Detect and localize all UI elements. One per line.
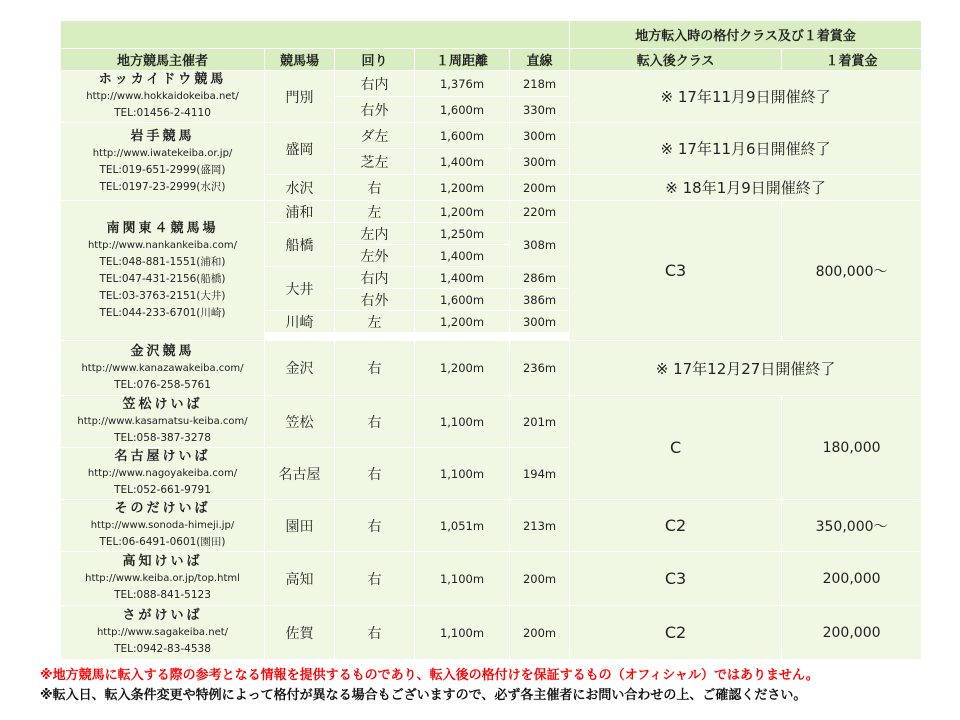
organizer-name: 岩手競馬 <box>130 128 195 144</box>
class-minami: C3 <box>570 201 782 341</box>
turn-cell: 右外 <box>335 289 415 311</box>
organizer-name: 南関東４競馬場 <box>106 220 219 236</box>
turn-cell: 左 <box>335 311 415 333</box>
turn-cell: 左内 <box>335 223 415 245</box>
closing-note-morioka: ※ 17年11月6日開催終了 <box>570 123 922 175</box>
prize-minami: 800,000～ <box>782 201 922 341</box>
prize-kasamatsu-nagoya: 180,000 <box>782 396 922 500</box>
straight-cell: 213m <box>510 500 570 552</box>
track-saga: 佐賀 <box>265 606 335 660</box>
organizer-kasamatsu <box>61 396 265 448</box>
organizer-url[interactable]: http://www.nagoyakeiba.com/ <box>87 468 238 479</box>
track-kanazawa: 金沢 <box>265 341 335 396</box>
distance-cell: 1,200m <box>415 201 510 223</box>
organizer-tel: TEL:088-841-5123 <box>114 589 211 601</box>
organizer-url[interactable]: http://www.sagakeiba.net/ <box>96 627 229 638</box>
track-kawasaki: 川崎 <box>265 311 335 333</box>
straight-cell: 220m <box>510 201 570 223</box>
turn-cell: 左外 <box>335 245 415 267</box>
racecourse-table <box>60 20 922 660</box>
straight-cell: 300m <box>510 149 570 175</box>
organizer-minami-kanto <box>61 201 265 341</box>
straight-cell: 200m <box>510 552 570 606</box>
distance-cell: 1,600m <box>415 97 510 123</box>
organizer-tel: TEL:01456-2-4110 <box>114 107 211 119</box>
organizer-name: そのだけいば <box>114 501 211 516</box>
disclaimer-line-2: ※転入日、転入条件変更や特例によって格付が異なる場合もございますので、必ず各主催者にお問い合わせの上、ご確認ください。 <box>40 688 807 703</box>
organizer-hokkaido <box>61 71 265 123</box>
straight-cell: 300m <box>510 123 570 149</box>
class-sonoda: C2 <box>570 500 782 552</box>
organizer-sonoda <box>61 500 265 552</box>
class-kochi: C3 <box>570 552 782 606</box>
organizer-nagoya <box>61 448 265 500</box>
closing-note-mizusawa: ※ 18年1月9日開催終了 <box>570 175 922 201</box>
straight-cell: 236m <box>510 341 570 396</box>
distance-cell: 1,250m <box>415 223 510 245</box>
track-sonoda: 園田 <box>265 500 335 552</box>
track-kasamatsu: 笠松 <box>265 396 335 448</box>
turn-cell: 右内 <box>335 71 415 97</box>
distance-cell: 1,100m <box>415 448 510 500</box>
track-nagoya: 名古屋 <box>265 448 335 500</box>
organizer-kanazawa <box>61 341 265 396</box>
organizer-url[interactable]: http://www.sonoda-himeji.jp/ <box>90 520 235 531</box>
straight-cell: 218m <box>510 71 570 97</box>
organizer-saga <box>61 606 265 660</box>
straight-cell: 300m <box>510 311 570 333</box>
organizer-name: 高知けいば <box>122 554 203 569</box>
straight-cell: 286m <box>510 267 570 289</box>
distance-cell: 1,400m <box>415 245 510 267</box>
track-oi: 大井 <box>265 267 335 311</box>
turn-cell: 右 <box>335 500 415 552</box>
distance-cell: 1,400m <box>415 267 510 289</box>
closing-note-kanazawa: ※ 17年12月27日開催終了 <box>570 341 922 396</box>
organizer-tel: TEL:048-881-1551(浦和) <box>99 255 226 268</box>
organizer-name: 笠松けいば <box>122 397 203 412</box>
organizer-tel: TEL:06-6491-0601(園田) <box>99 536 226 548</box>
organizer-tel: TEL:076-258-5761 <box>114 378 211 391</box>
class-kasamatsu-nagoya: C <box>570 396 782 500</box>
straight-cell: 194m <box>510 448 570 500</box>
distance-cell: 1,051m <box>415 500 510 552</box>
distance-cell: 1,100m <box>415 396 510 448</box>
turn-cell: 右 <box>335 448 415 500</box>
organizer-tel: TEL:047-431-2156(船橋) <box>99 272 226 285</box>
track-mizusawa: 水沢 <box>265 175 335 201</box>
header-turn: 回り <box>335 49 415 71</box>
header-distance: １周距離 <box>415 49 510 71</box>
disclaimer-line-1: ※地方競馬に転入する際の参考となる情報を提供するものであり、転入後の格付けを保証するもの（オフィシャル）ではありません。 <box>40 668 819 683</box>
distance-cell: 1,200m <box>415 311 510 333</box>
header-class: 転入後クラス <box>570 49 782 71</box>
header-prize: １着賞金 <box>782 49 922 71</box>
turn-cell: 右内 <box>335 267 415 289</box>
track-kochi: 高知 <box>265 552 335 606</box>
turn-cell: 芝左 <box>335 149 415 175</box>
organizer-tel: TEL:0942-83-4538 <box>114 643 211 655</box>
organizer-name: ホッカイドウ競馬 <box>98 72 227 87</box>
prize-saga: 200,000 <box>782 606 922 660</box>
closing-note-hokkaido: ※ 17年11月9日開催終了 <box>570 71 922 123</box>
track-funabashi: 船橋 <box>265 223 335 267</box>
track-monbetsu: 門別 <box>265 71 335 123</box>
straight-cell: 330m <box>510 97 570 123</box>
organizer-name: さがけいば <box>122 608 203 623</box>
organizer-url[interactable]: http://www.nankankeiba.com/ <box>87 239 238 251</box>
organizer-name: 名古屋けいば <box>114 449 211 464</box>
distance-cell: 1,400m <box>415 149 510 175</box>
organizer-tel: TEL:044-233-6701(川崎) <box>99 306 226 319</box>
distance-cell: 1,100m <box>415 606 510 660</box>
header-blank <box>61 21 570 49</box>
straight-cell: 200m <box>510 606 570 660</box>
straight-cell: 201m <box>510 396 570 448</box>
header-group-title: 地方転入時の格付クラス及び１着賞金 <box>570 21 922 49</box>
header-track: 競馬場 <box>265 49 335 71</box>
turn-cell: 右 <box>335 606 415 660</box>
turn-cell: 右 <box>335 396 415 448</box>
organizer-url[interactable]: http://www.kanazawakeiba.com/ <box>81 362 244 374</box>
header-straight: 直線 <box>510 49 570 71</box>
distance-cell: 1,376m <box>415 71 510 97</box>
organizer-tel: TEL:03-3763-2151(大井) <box>99 289 226 302</box>
turn-cell: 右外 <box>335 97 415 123</box>
organizer-tel: TEL:052-661-9791 <box>114 484 211 496</box>
turn-cell: ダ左 <box>335 123 415 149</box>
prize-kochi: 200,000 <box>782 552 922 606</box>
organizer-tel: TEL:0197-23-2999(水沢) <box>99 180 226 193</box>
organizer-url[interactable]: http://www.keiba.or.jp/top.html <box>85 573 240 584</box>
straight-cell: 308m <box>510 223 570 267</box>
distance-cell: 1,200m <box>415 175 510 201</box>
organizer-url[interactable]: http://www.kasamatsu-keiba.com/ <box>77 416 248 427</box>
straight-cell: 386m <box>510 289 570 311</box>
organizer-tel: TEL:058-387-3278 <box>114 432 211 444</box>
turn-cell: 右 <box>335 175 415 201</box>
header-organizer: 地方競馬主催者 <box>61 49 265 71</box>
organizer-tel: TEL:019-651-2999(盛岡) <box>99 163 226 176</box>
class-saga: C2 <box>570 606 782 660</box>
straight-cell: 200m <box>510 175 570 201</box>
turn-cell: 右 <box>335 341 415 396</box>
track-morioka: 盛岡 <box>265 123 335 175</box>
organizer-name: 金沢競馬 <box>130 343 195 359</box>
distance-cell: 1,600m <box>415 123 510 149</box>
turn-cell: 左 <box>335 201 415 223</box>
distance-cell: 1,600m <box>415 289 510 311</box>
organizer-url[interactable]: http://www.iwatekeiba.or.jp/ <box>92 147 233 159</box>
organizer-kochi <box>61 552 265 606</box>
turn-cell: 右 <box>335 552 415 606</box>
distance-cell: 1,100m <box>415 552 510 606</box>
track-urawa: 浦和 <box>265 201 335 223</box>
distance-cell: 1,200m <box>415 341 510 396</box>
organizer-iwate <box>61 123 265 201</box>
prize-sonoda: 350,000～ <box>782 500 922 552</box>
organizer-url[interactable]: http://www.hokkaidokeiba.net/ <box>86 91 239 102</box>
